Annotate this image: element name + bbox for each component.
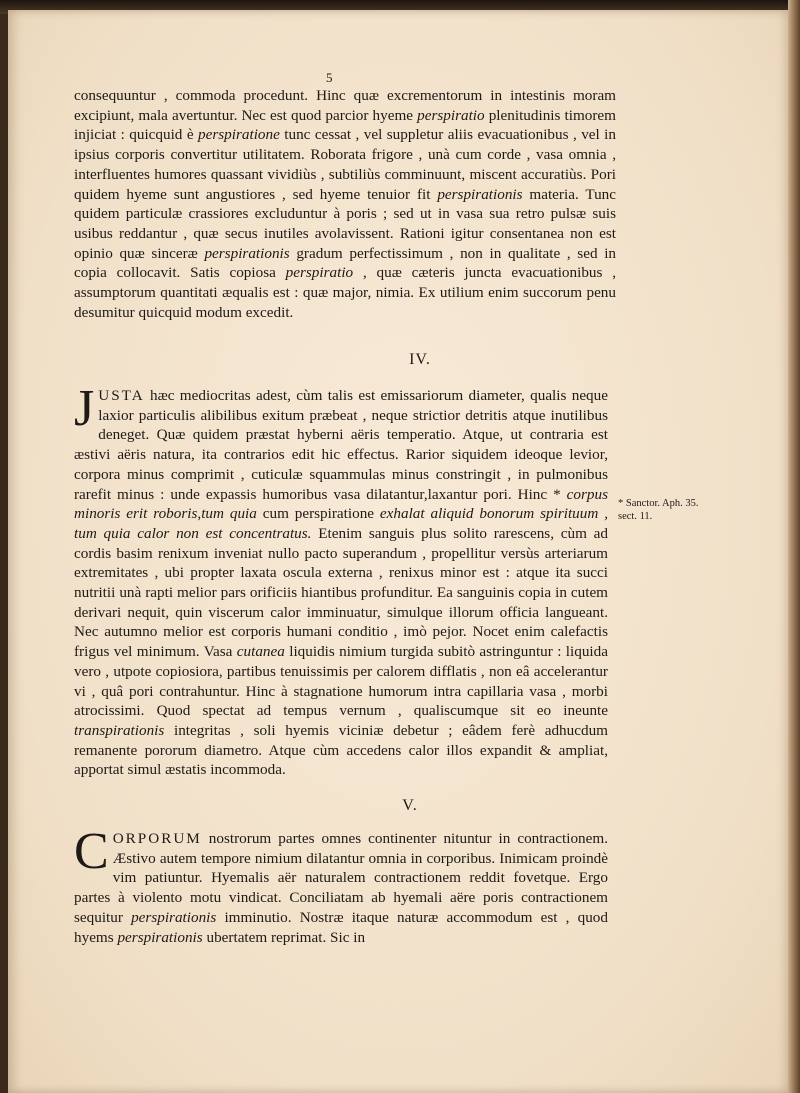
paragraph-3: CORPORUM nostrorum partes omnes continenter nituntur in contractionem. Æstivo autem tempore nimium dilatantur omnia in corporibus. Inimicam proindè vim patiuntur. Hyemalis aër naturalem contractionem reddit fovetque. Ergo partes à violento motu vindicat. Conciliatam ab hyemali aëre poris contractionem sequitur perspirationis imminutio. Nostræ itaque naturæ accommodum est , quod hyems perspirationis ubertatem reprimat. Sic in [74,823,608,946]
page-edge [788,0,800,1093]
paragraph-2: JUSTA hæc mediocritas adest, cùm talis est emissariorum diameter, qualis neque laxior particulis alibilibus exitum præbeat , neque strictior detritis atque inutilibus deneget. Quæ quidem præstat hyberni aëris temperatio. Atque, ut contraria est æstivi aëris natura, ita contrarios edit hic effectus. Rarior siquidem ideoque levior, corpora minus comprimit , cuticulæ squammulas minus constringit , in pulmonibus rarefit minus : unde expassis humoribus vasa dilatantur,laxantur pori. Hinc * corpus minoris erit roboris,tum quia cum perspiratione exhalat aliquid bonorum spirituum , tum quia calor non est concentratus. Etenim sanguis plus solito rarescens, cùm ad cordis basim renixum inveniat nullo pacto superandum , propellitur versùs arteriarum extremitates , ubi propter laxata oscula externa , renixus minor est : atque ita succi nutritii unà rapti melior pars orificiis hiantibus profunditur. Ea sanguinis copia in cutem derivari nequit, quin viscerum calor imminuatur, simulque illorum officia langueant. Nec autumno melior est corporis humani conditio , imò pejor. Nocet enim calefactis frigus vel minimum. Vasa cutanea liquidis nimium turgida subitò astringuntur : liquida vero , utpote copiosiora, partibus tenuissimis per calorem difflatis , non eâ accelerantur vi , quâ pori contrahuntur. Hinc à stagnatione humorum intra capillaria vasa , morbi atrocissimi. Quod spectat ad tempus vernum , qualiscumque sit eo ineunte transpirationis integritas , soli hyemis viciniæ debetur ; eâdem ferè adhucdum remanente pororum diametro. Atque cùm accedens calor illos expandit & ampliat, apportat simul æstatis incommoda. [74,380,608,779]
margin-note: * Sanctor. Aph. 35. sect. 11. [618,498,699,522]
dropcap-c: C [74,823,109,880]
page-number: 5 [326,70,333,85]
dropcap-j: J [74,380,95,437]
paragraph-1: consequuntur , commoda procedunt. Hinc quæ excrementorum in intestinis moram excipiunt, mala avertuntur. Nec est quod parcior hyeme perspiratio plenitudinis timorem injiciat : quicquid è perspiratione tunc cessat , vel suppletur aliis evacuationibus , vel in ipsius corporis convertitur utilitatem. Roborata frigore , unà cum corde , vasa omnia , interfluentes humores quassant vividiùs , subtiliùs comminuunt, miscent accuratiùs. Pori quidem hyeme sunt angustiores , sed hyeme tenuior fit perspirationis materia. Tunc quidem particulæ crassiores excluduntur à poris ; sed ut in vasa sua retro pulsæ suis usibus reddantur , quæ secus inutiles avolavissent. Rationi igitur consentanea non est opinio quæ sinceræ perspirationis gradum perfectissimum , non in qualitate , sed in copia collocavit. Satis copiosa perspiratio , quæ cæteris juncta evacuationibus , assumptorum quantitati æqualis est : quæ major, nimia. Ex utilium enim succorum penu desumitur quicquid modum excedit. [74,87,617,321]
section-v-heading: V. [402,797,418,814]
section-iv-heading: IV. [409,351,431,368]
